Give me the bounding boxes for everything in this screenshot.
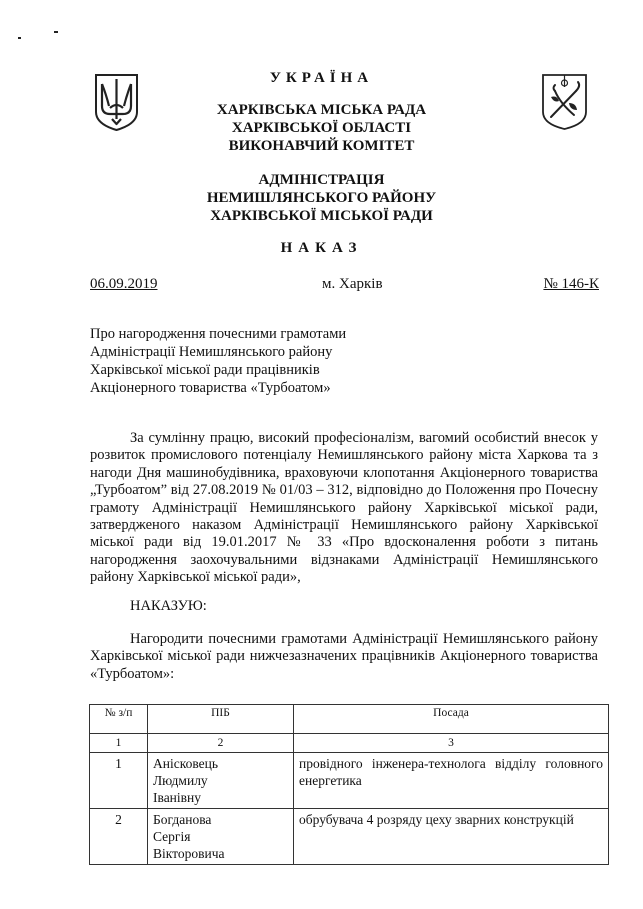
column-number-cell: 1 (90, 734, 148, 753)
row-name-cell (148, 809, 294, 865)
row-number-cell: 2 (90, 809, 148, 865)
council-block (150, 101, 493, 155)
administration-line: АДМІНІСТРАЦІЯ (258, 172, 385, 188)
subject-line: Акціонерного товариства «Турбоатом» (90, 380, 331, 396)
header-cell-name: ПІБ (148, 705, 294, 734)
awardees-table (89, 704, 609, 865)
preamble-text: За сумлінну працю, високий професіоналізм, вагомий особистий внесок у розвиток промислового потенціалу Немишлянського району міста Харкова та з нагоди Дня машинобудівника, враховуючи клопотання Акціонерного товариства „Турбоатом” від 27.08.2019 № 01/03 – 312, відповідно до Положення про Почесну грамоту Адміністрації Немишлянського району Харківської міської ради, затвердженого наказом Адміністрації Немишлянського району Харківської міської ради від 19.01.2017 № 33 «Про вдосконалення роботи з питань нагородження заохочувальними відзнаками Адміністрації Немишлянського району Харківської міської ради», (90, 430, 598, 586)
table-row (90, 753, 609, 809)
award-text: Нагородити почесними грамотами Адміністрації Немишлянського району Харківської міської ради нижчезазначених працівників Акціонерного товариства «Турбоатом»: (90, 631, 598, 682)
row-number-cell: 1 (90, 753, 148, 809)
table-column-numbers-row (90, 734, 609, 753)
order-place: м. Харків (322, 276, 383, 292)
column-number-cell: 2 (148, 734, 294, 753)
header-cell-position: Посада (294, 705, 609, 734)
administration-line: ХАРКІВСЬКОЇ МІСЬКОЇ РАДИ (210, 208, 433, 224)
column-number-cell: 3 (294, 734, 609, 753)
administration-line: НЕМИШЛЯНСЬКОГО РАЙОНУ (206, 190, 437, 206)
orders-heading: НАКАЗУЮ: (130, 598, 207, 614)
preamble-paragraph (90, 430, 598, 587)
council-line: ХАРКІВСЬКА МІСЬКА РАДА (216, 102, 427, 118)
name-line: Іванівну (153, 790, 202, 805)
order-subject (90, 325, 346, 397)
name-line: Вікторовича (153, 846, 225, 861)
row-name-cell (148, 753, 294, 809)
order-date: 06.09.2019 (90, 276, 158, 292)
document-type-title: НАКАЗ (280, 240, 363, 256)
subject-line: Харківської міської ради працівників (90, 362, 320, 378)
name-line: Людмилу (153, 773, 208, 788)
row-position-cell: обрубувача 4 розряду цеху зварних конструкцій (294, 809, 609, 865)
country-title: УКРАЇНА (269, 70, 374, 86)
order-number: № 146-К (543, 276, 599, 292)
name-line: Сергія (153, 829, 191, 844)
scan-speck (54, 31, 58, 33)
kharkiv-coat-of-arms-icon (541, 73, 588, 131)
award-paragraph (90, 631, 598, 683)
subject-line: Про нагородження почесними грамотами (90, 326, 347, 342)
table-header-row (90, 705, 609, 734)
subject-line: Адміністрації Немишлянського району (90, 344, 333, 360)
council-line: ВИКОНАВЧИЙ КОМІТЕТ (228, 138, 415, 154)
name-line: Анісковець (153, 756, 219, 771)
header-cell-number: № з/п (90, 705, 148, 734)
row-position-cell: провідного інженера-технолога відділу головного енергетика (294, 753, 609, 809)
administration-block (150, 171, 493, 225)
coat-of-arms-ukraine-icon (93, 72, 140, 132)
name-line: Богданова (153, 812, 212, 827)
table-row (90, 809, 609, 865)
scan-speck (18, 37, 21, 39)
council-line: ХАРКІВСЬКОЇ ОБЛАСТІ (231, 120, 412, 136)
